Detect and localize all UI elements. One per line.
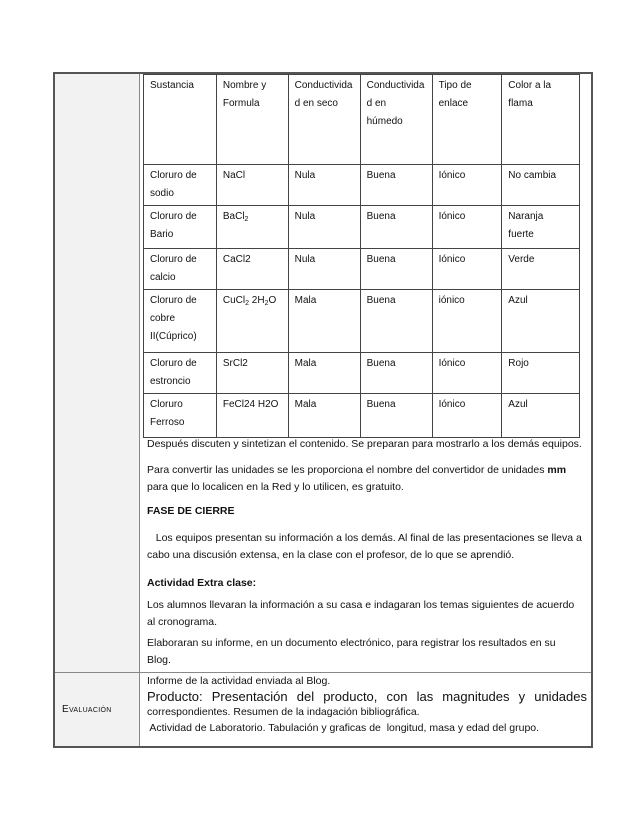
cell-sustancia: Cloruro de estroncio: [144, 353, 217, 394]
evaluation-line-2: Producto: Presentación del producto, con las magnitudes y unidades: [147, 689, 587, 704]
cell-formula: CaCl2: [216, 249, 288, 290]
cell-humedo: Buena: [360, 353, 432, 394]
cell-sustancia: Cloruro de calcio: [144, 249, 217, 290]
cell-enlace: iónico: [432, 290, 502, 353]
cell-enlace: Iónico: [432, 249, 502, 290]
cell-seco: Mala: [288, 290, 360, 353]
table-row: [144, 165, 580, 206]
cell-color: Naranja fuerte: [502, 206, 580, 249]
cell-formula: NaCl: [216, 165, 288, 206]
paragraph-extra-activity: Los alumnos llevaran la información a su casa e indagaran los temas siguientes de acuerdo al cronograma.: [147, 599, 575, 628]
cell-color: No cambia: [502, 165, 580, 206]
paragraph-discussion: Después discuten y sintetizan el contenido. Se preparan para mostrarlo a los demás equipos.: [147, 438, 582, 450]
cell-enlace: Iónico: [432, 353, 502, 394]
cell-sustancia: Cloruro de sodio: [144, 165, 217, 206]
cell-formula: BaCl$_2$: [216, 206, 288, 249]
table-row: [144, 206, 580, 249]
cell-formula: SrCl2: [216, 353, 288, 394]
cell-seco: Nula: [288, 249, 360, 290]
cell-color: Azul: [502, 290, 580, 353]
cell-enlace: Iónico: [432, 394, 502, 438]
cell-seco: Mala: [288, 353, 360, 394]
table-row: [144, 290, 580, 353]
table-header-row: [144, 75, 580, 165]
cell-formula: CuCl$_2$ $2H_2O$: [216, 290, 288, 353]
paragraph-closing: Los equipos presentan su información a los demás. Al final de las presentaciones se lleva a cabo una discusión extensa, en la clase con el profesor, de lo que se aprendió.: [147, 532, 582, 561]
header-cell: Conductivida d en húmedo: [360, 75, 432, 165]
cell-sustancia: Cloruro Ferroso: [144, 394, 217, 438]
cell-humedo: Buena: [360, 394, 432, 438]
cell-enlace: Iónico: [432, 206, 502, 249]
cell-enlace: Iónico: [432, 165, 502, 206]
header-cell: Sustancia: [144, 75, 217, 165]
paragraph-converter: Para convertir las unidades se les proporciona el nombre del convertidor de unidades mm para que lo localicen en la Red y lo utilicen, es gratuito.: [147, 464, 567, 493]
cell-seco: Mala: [288, 394, 360, 438]
extra-activity-heading: Actividad Extra clase:: [147, 577, 257, 589]
evaluation-label: Evaluación: [62, 704, 112, 715]
table-row: [144, 249, 580, 290]
left-column: [55, 74, 140, 672]
cell-color: Verde: [502, 249, 580, 290]
cell-seco: Nula: [288, 165, 360, 206]
substances-table: [143, 74, 580, 438]
paragraph-report: Elaboraran su informe, en un documento electrónico, para registrar los resultados en su Blog.: [147, 637, 556, 666]
evaluation-line-1: Informe de la actividad enviada al Blog.: [147, 675, 331, 687]
table-row: [144, 353, 580, 394]
header-cell: Color a la flama: [502, 75, 580, 165]
cell-color: Azul: [502, 394, 580, 438]
cell-formula: FeCl24 H2O: [216, 394, 288, 438]
header-cell: Conductivida d en seco: [288, 75, 360, 165]
cell-seco: Nula: [288, 206, 360, 249]
cell-humedo: Buena: [360, 249, 432, 290]
cell-sustancia: Cloruro de cobre II(Cúprico): [144, 290, 217, 353]
cell-sustancia: Cloruro de Bario: [144, 206, 217, 249]
closing-phase-heading: FASE DE CIERRE: [147, 505, 235, 517]
table-row: [144, 394, 580, 438]
cell-humedo: Buena: [360, 165, 432, 206]
evaluation-line-4: Actividad de Laboratorio. Tabulación y graficas de longitud, masa y edad del grupo.: [147, 722, 540, 734]
cell-humedo: Buena: [360, 290, 432, 353]
evaluation-line-3: correspondientes. Resumen de la indagación bibliográfica.: [147, 706, 420, 718]
cell-color: Rojo: [502, 353, 580, 394]
header-cell: Tipo de enlace: [432, 75, 502, 165]
cell-humedo: Buena: [360, 206, 432, 249]
header-cell: Nombre y Formula: [216, 75, 288, 165]
